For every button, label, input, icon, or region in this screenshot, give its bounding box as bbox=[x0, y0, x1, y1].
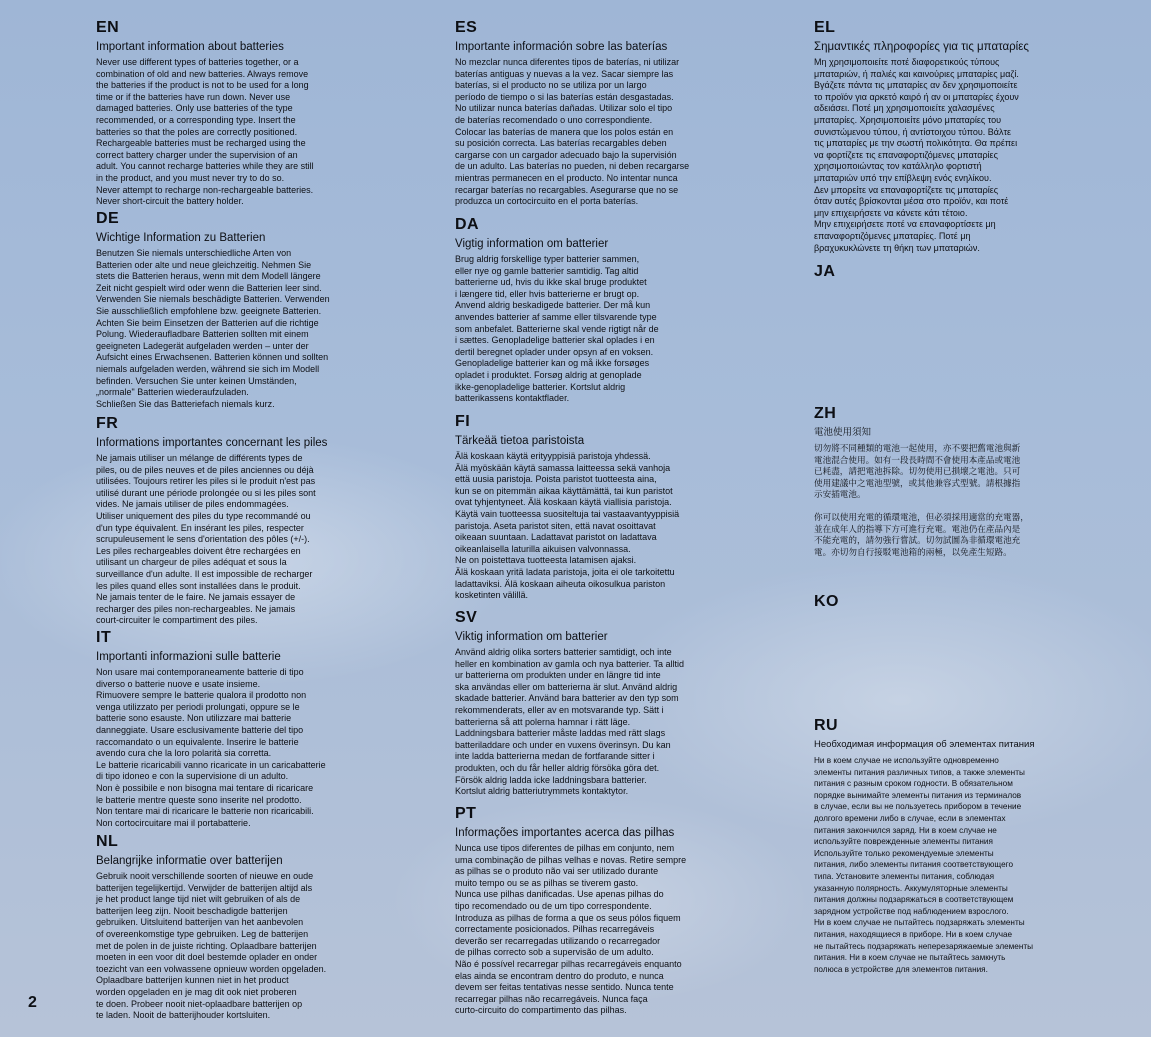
section-title-el: Σημαντικές πληροφορίες για τις μπαταρίες bbox=[814, 41, 1029, 53]
lang-code-sv: SV bbox=[455, 609, 478, 626]
section-body-ru: Ни в коем случае не используйте одновременно элементы питания различных типов, а также элементы питания с разным сроком годности. В обязательном порядке вынимайте элементы питания из терминалов в случае, если вы не пользуетесь прибором в течение долгого времени либо в случае, если в элементах питания закончился заряд. Ни в коем случае не используйте поврежденные элементы питания Используйте только рекомендуемые элементы питания, либо элементы питания соответствующего типа. Установите элементы питания, соблюдая указанную полярность. Аккумуляторные элементы питания должны подзаряжаться в соответствующем зарядном устройстве под наблюдением взрослого. Ни в коем случае не пытайтесь подзаряжать элементы питания, находящиеся в приборе. Ни в коем случае не пытайтесь подзаряжать неперезаряжаемые элементы питания. Ни в коем случае не пытайтесь замкнуть полюса в устройстве для элементов питания. bbox=[814, 756, 1034, 974]
section-title-en: Important information about batteries bbox=[96, 41, 284, 53]
lang-code-nl: NL bbox=[96, 833, 119, 850]
section-da bbox=[455, 215, 700, 405]
section-nl bbox=[96, 832, 336, 1022]
section-title-fr: Informations importantes concernant les piles bbox=[96, 437, 328, 449]
section-es bbox=[455, 18, 700, 208]
lang-code-ru: RU bbox=[814, 717, 839, 734]
lang-code-de: DE bbox=[96, 210, 120, 227]
section-fi bbox=[455, 412, 700, 602]
section-body-de: Benutzen Sie niemals unterschiedliche Arten von Batterien oder alte und neue gleichzeitig. Nehmen Sie stets die Batterien heraus, wenn mit dem Modell längere Zeit nicht gespielt wird oder wenn die Batterien leer sind. Verwenden Sie niemals beschädigte Batterien. Verwenden Sie ausschließlich empfohlene bzw. geeignete Batterien. Achten Sie beim Einsetzen der Batterien auf die richtige Polung. Wiederaufladbare Batterien sollten mit einem geeigneten Ladegerät aufgeladen werden – unter der Aufsicht eines Erwachsenen. Batterien können und sollten niemals aufgeladen werden, während sie sich im Modell befinden. Versuchen Sie unter keinen Umständen, „normale" Batterien wiederaufzuladen. Schließen Sie das Batteriefach niemals kurz. bbox=[96, 248, 330, 409]
section-body-fi: Älä koskaan käytä erityyppisiä paristoja yhdessä. Älä myöskään käytä samassa laitteessa sekä vanhoja että uusia paristoja. Poista paristot tuotteesta aina, kun se on pitemmän aikaa käyttämättä, tai kun paristot ovat tyhjentyneet. Älä koskaan käytä viallisia paristoja. Käytä vain tuotteessa suositeltuja tai vastaavantyyppisiä paristoja. Aseta paristot siten, että navat osoittavat oikeaan suuntaan. Ladattavat paristot on ladattava oikeanlaisella laturilla aikuisen valvonnassa. Ne on poistettava tuotteesta latamisen ajaksi. Älä koskaan yritä ladata paristoja, joita ei ole tarkoitettu ladattaviksi. Älä koskaan aiheuta oikosulkua pariston kosketinten välillä. bbox=[455, 451, 680, 601]
section-de bbox=[96, 209, 336, 410]
section-body-zh: 切勿將不同種類的電池一起使用，亦不要把舊電池與新 電池混合使用。如有一段長時間不會使用本產品或電池 已耗盡，請把電池拆除。切勿使用已損壞之電池。只可 使用建議中之電池型號，或其他兼容式型號。請根據指 示安插電池。 bbox=[814, 443, 1021, 500]
lang-code-es: ES bbox=[455, 19, 478, 36]
section-body-pt: Nunca use tipos diferentes de pilhas em conjunto, nem uma combinação de pilhas velhas e novas. Retire sempre as pilhas se o produto não vai ser utilizado durante muito tempo ou se as pilhas se tiverem gasto. Nunca use pilhas danificadas. Use apenas pilhas do tipo recomendado ou de um tipo correspondente. Introduza as pilhas de forma a que os seus pólos fiquem correctamente posicionados. Pilhas recarregáveis deverão ser recarregadas utilizando o recarregador de pilhas correcto sob a supervisão de um adulto. Não é possível recarregar pilhas recarregáveis enquanto elas ainda se encontram dentro do produto, e nunca devem ser feitas tentativas nesse sentido. Nunca tente recarregar pilhas não recarregáveis. Nunca faça curto-circuito do compartimento das pilhas. bbox=[455, 843, 687, 1016]
lang-code-el: EL bbox=[814, 19, 836, 36]
section-title-es: Importante información sobre las baterías bbox=[455, 41, 668, 53]
section-en bbox=[96, 18, 336, 208]
section-body-da: Brug aldrig forskellige typer batterier sammen, eller nye og gamle batterier samtidig. Tag altid batterierne ud, hvis du ikke skal bruge produktet i længere tid, eller hvis batterierne er brugt op. Anvend aldrig beskadigede batterier. Der må kun anvendes batterier af samme eller tilsvarende type som anbefalet. Batterierne skal vende rigtigt når de i sættes. Genopladelige batterier skal oplades i en dertil beregnet oplader under opsyn af en voksen. Genopladelige batterier kan og må ikke forsøges opladet i produktet. Forsøg aldrig at genoplade ikke-genopladelige batterier. Kortslut aldrig batterikassens kontaktflader. bbox=[455, 254, 659, 404]
section-ko bbox=[814, 592, 1059, 612]
section-pt bbox=[455, 804, 700, 1017]
lang-code-ja: JA bbox=[814, 263, 836, 280]
section-ja bbox=[814, 262, 1059, 282]
section-body-el: Μη χρησιμοποιείτε ποτέ διαφορετικούς τύπους μπαταριών, ή παλιές και καινούριες μπαταρίες μαζί. Βγάζετε πάντα τις μπαταρίες αν δεν χρησιμοποιείτε το προϊόν για αρκετό καιρό ή αν οι μπαταρίες έχουν αδειάσει. Ποτέ μη χρησιμοποιείτε χαλασμένες μπαταρίες. Χρησιμοποιείτε μόνο μπαταρίες του συνιστώμενου τύπου, ή αντίστοιχου τύπου. Βάλτε τις μπαταρίες με την σωστή πολικότητα. Θα πρέπει να φορτίζετε τις επαναφορτιζόμενες μπαταρίες χρησιμοποιώντας τον κατάλληλο φορτιστή μπαταριών υπό την επίβλεψη ενός ενηλίκου. Δεν μπορείτε να επαναφορτίζετε τις μπαταρίες όταν αυτές βρίσκονται μέσα στο προϊόν, και ποτέ μην επιχειρήσετε να κάνετε κάτι τέτοιο. Μην επιχειρήσετε ποτέ να επαναφορτίσετε μη επαναφορτιζόμενες μπαταρίες. Ποτέ μη βραχυκυκλώνετε τη θήκη των μπαταριών. bbox=[814, 57, 1019, 253]
section-body-it: Non usare mai contemporaneamente batterie di tipo diverso o batterie nuove e usate insieme. Rimuovere sempre le batterie qualora il prodotto non venga utilizzato per periodi prolungati, oppure se le batterie sono esauste. Non utilizzare mai batterie danneggiate. Usare esclusivamente batterie del tipo raccomandato o un equivalente. Inserire le batterie avendo cura che la loro polarità sia corretta. Le batterie ricaricabili vanno ricaricate in un caricabatterie di tipo idoneo e con la supervisione di un adulto. Non è possibile e non bisogna mai tentare di ricaricare le batterie mentre queste sono inserite nel prodotto. Non tentare mai di ricaricare le batterie non ricaricabili. Non cortocircuitare mai il portabatterie. bbox=[96, 667, 326, 828]
section-title-sv: Viktig information om batterier bbox=[455, 631, 608, 643]
section-sv bbox=[455, 608, 700, 798]
section-body-en: Never use different types of batteries together, or a combination of old and new batteries. Always remove the batteries if the product is not to be used for a long time or if the batteries have run down. Never use damaged batteries. Only use batteries of the type recommended, or a corresponding type. Insert the batteries so that the poles are correctly positioned. Rechargeable batteries must be recharged using the correct battery charger under the supervision of an adult. You cannot recharge batteries while they are still in the product, and you must never try to do so. Never attempt to recharge non-rechargeable batteries. Never short-circuit the battery holder. bbox=[96, 57, 314, 207]
section-title-de: Wichtige Information zu Batterien bbox=[96, 232, 266, 244]
section-title-it: Importanti informazioni sulle batterie bbox=[96, 651, 281, 663]
section-it bbox=[96, 628, 336, 829]
lang-code-pt: PT bbox=[455, 805, 477, 822]
section-body2-zh: 你可以使用充電的循環電池，但必須採用適當的充電器， 並在成年人的指導下方可進行充電。電池仍在產品內是 不能充電的，請勿強行嘗試。切勿試圖為非循環電池充 電。亦切勿自行接駁電池箱的兩極，以免產生短路。 bbox=[814, 511, 1029, 557]
section-body-es: No mezclar nunca diferentes tipos de baterías, ni utilizar baterías antiguas y nuevas a la vez. Sacar siempre las baterías, si el producto no se utiliza por un largo período de tiempo o si las baterías están desgastadas. No utilizar nunca baterías dañadas. Utilizar solo el tipo de baterías recomendado o uno correspondiente. Colocar las baterías de manera que los polos están en su posición correcta. Las baterías recargables deben cargarse con un cargador adecuado bajo la supervisión de un adulto. Las baterías no pueden, ni deben recargarse mientras permanecen en el producto. No intentar nunca recargar baterías no recargables. Asegurarse que no se produzca un cortocircuito en el porta baterías. bbox=[455, 57, 690, 207]
lang-code-da: DA bbox=[455, 216, 480, 233]
section-zh bbox=[814, 404, 1059, 558]
section-title-da: Vigtig information om batterier bbox=[455, 238, 609, 250]
lang-code-zh: ZH bbox=[814, 405, 837, 422]
section-title-nl: Belangrijke informatie over batterijen bbox=[96, 855, 283, 867]
lang-code-ko: KO bbox=[814, 593, 839, 610]
section-title-zh: 電池使用須知 bbox=[814, 427, 872, 438]
section-title-pt: Informações importantes acerca das pilhas bbox=[455, 827, 675, 839]
section-body-sv: Använd aldrig olika sorters batterier samtidigt, och inte heller en kombination av gamla och nya batterier. Ta alltid ur batterierna om produkten under en längre tid inte ska användas eller om batterierna är slut. Använd aldrig skadade batterier. Använd bara batterier av den typ som rekommenderats, eller av en motsvarande typ. Sätt i batterierna så att polerna hamnar i rätt läge. Laddningsbara batterier måste laddas med rätt slags batteriladdare och under en vuxens överinsyn. Du kan inte ladda batterierna medan de fortfarande sitter i produkten, och du får heller aldrig försöka göra det. Försök aldrig ladda icke laddningsbara batterier. Kortslut aldrig batteriutrymmets kontaktytor. bbox=[455, 647, 684, 797]
section-title-ru: Необходимая информация об элементах питания bbox=[814, 739, 1035, 750]
section-body-fr: Ne jamais utiliser un mélange de différents types de piles, ou de piles neuves et de piles anciennes ou déjà utilisées. Toujours retirer les piles si le produit n'est pas utilisé durant une période prolongée ou si les piles sont vides. Ne jamais utiliser de piles endommagées. Utiliser uniquement des piles du type recommandé ou d'un type équivalent. En insérant les piles, respecter scrupuleusement le sens d'orientation des pôles (+/-). Les piles rechargeables doivent être rechargées en utilisant un chargeur de piles adéquat et sous la surveillance d'un adulte. Il est impossible de recharger les piles quand elles sont installées dans le produit. Ne jamais tenter de le faire. Ne jamais essayer de recharger des piles non-rechargeables. Ne jamais court-circuiter le compartiment des piles. bbox=[96, 453, 316, 626]
section-el bbox=[814, 18, 1059, 254]
page-number: 2 bbox=[28, 994, 37, 1011]
section-fr bbox=[96, 414, 336, 627]
lang-code-fr: FR bbox=[96, 415, 119, 432]
lang-code-fi: FI bbox=[455, 413, 471, 430]
section-title-fi: Tärkeää tietoa paristoista bbox=[455, 435, 585, 447]
lang-code-en: EN bbox=[96, 19, 120, 36]
lang-code-it: IT bbox=[96, 629, 112, 646]
section-ru bbox=[814, 716, 1059, 975]
section-body-nl: Gebruik nooit verschillende soorten of nieuwe en oude batterijen tegelijkertijd. Verwijder de batterijen altijd als je het product lange tijd niet wilt gebruiken of als de batterijen leeg zijn. Nooit beschadigde batterijen gebruiken. Uitsluitend batterijen van het aanbevolen of overeenkomstige type gebruiken. Leg de batterijen met de polen in de juiste richting. Oplaadbare batterijen moeten in een voor dit doel bestemde oplader en onder toezicht van een volwassene opnieuw worden opgeladen. Oplaadbare batterijen kunnen niet in het product worden opgeladen en je mag dit ook niet proberen te doen. Probeer nooit niet-oplaadbare batterijen op te laden. Nooit de batterijhouder kortsluiten. bbox=[96, 871, 327, 1021]
